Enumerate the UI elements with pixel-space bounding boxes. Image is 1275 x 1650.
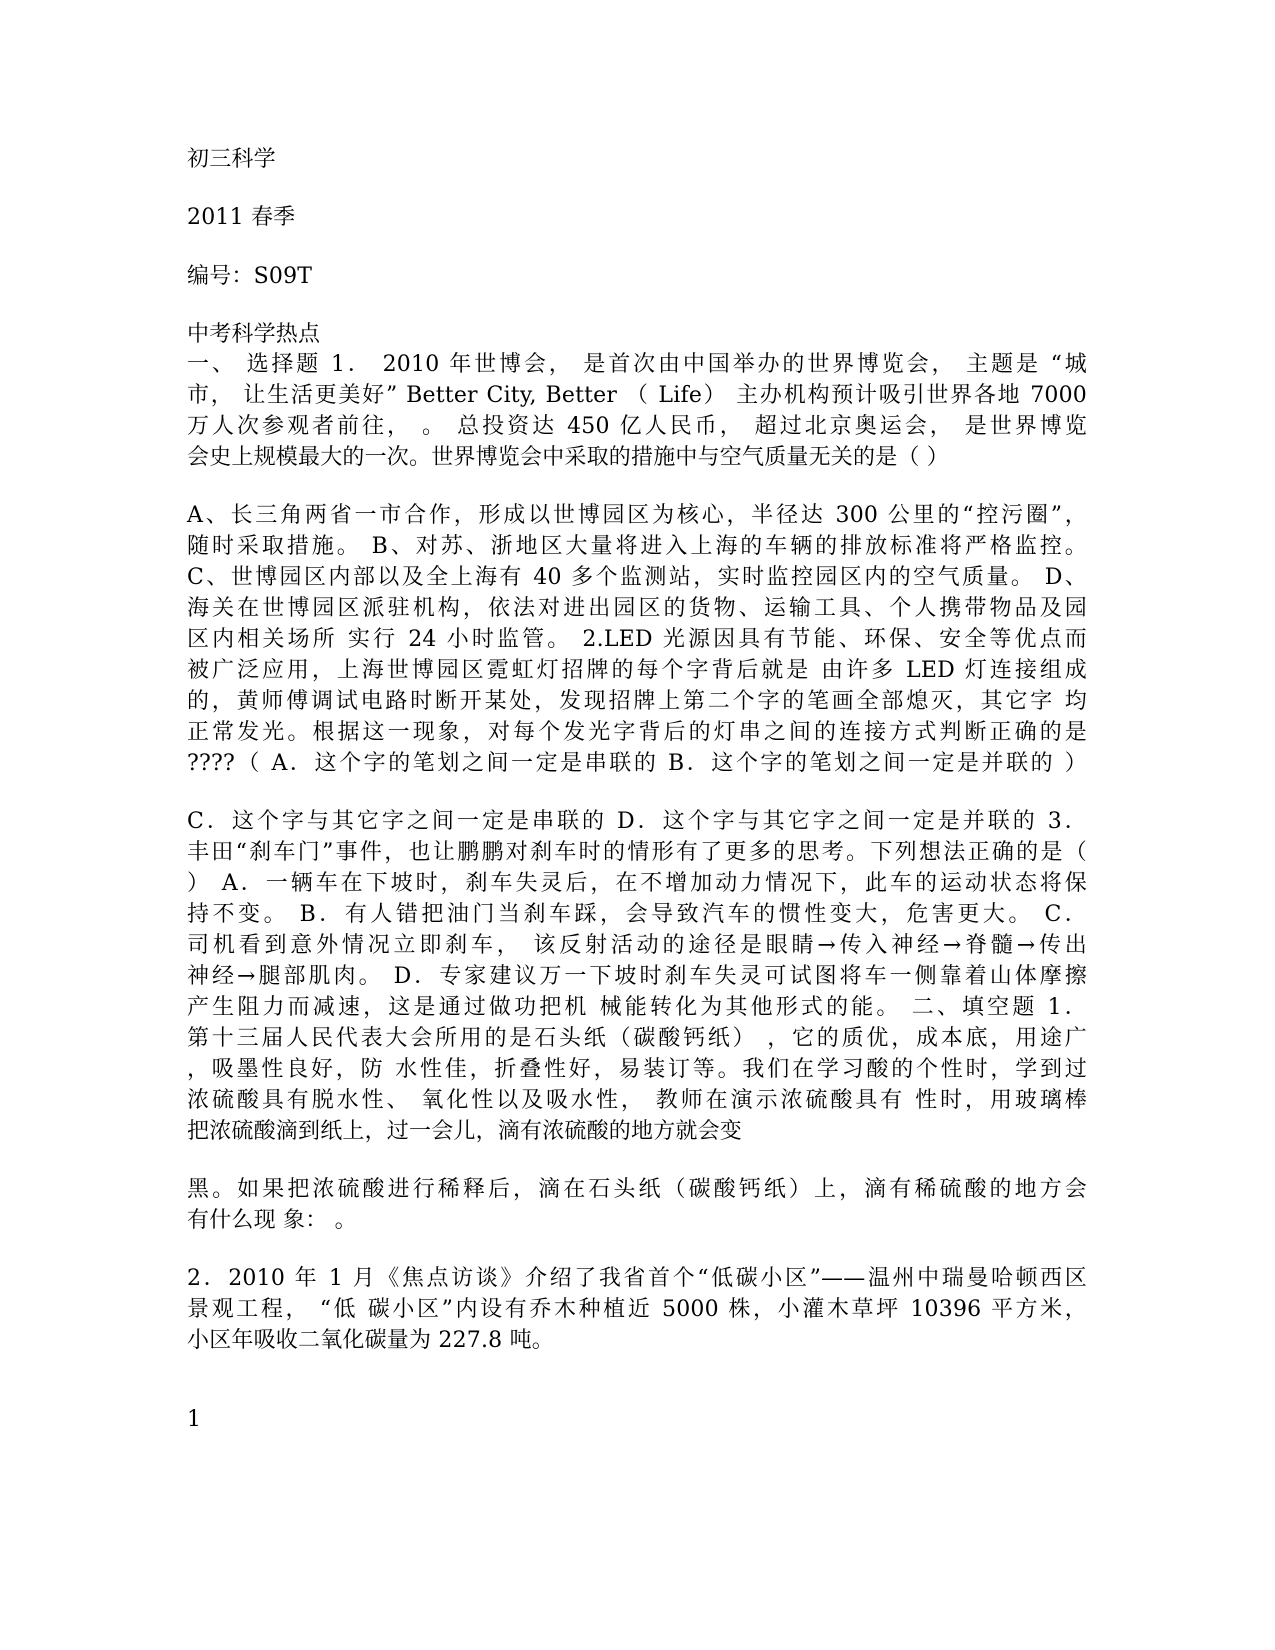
text-line: 正常发光。根据这一现象，对每个发光字背后的灯串之间的连接方式判断正确的是 <box>187 720 1087 745</box>
text-line: C、世博园区内部以及全上海有 40 多个监测站，实时监控园区内的空气质量。 D、 <box>187 565 1087 590</box>
text-line: 持不变。 B．有人错把油门当刹车踩，会导致汽车的惯性变大，危害更大。 C． <box>187 902 1087 927</box>
text-line: 海关在世博园区派驻机构，依法对进出园区的货物、运输工具、个人携带物品及园 <box>187 596 1087 621</box>
text-line: 丰田“刹车门”事件，也让鹏鹏对刹车时的情形有了更多的思考。下列想法正确的是（ <box>187 840 1087 865</box>
text-line: C．这个字与其它字之间一定是串联的 D．这个字与其它字之间一定是并联的 3． <box>187 809 1087 834</box>
term-label: 2011 春季 <box>187 205 296 230</box>
text-line: ） A．一辆车在下坡时，刹车失灵后，在不增加动力情况下，此车的运动状态将保 <box>187 871 1087 896</box>
text-line: 万人次参观者前往， 。 总投资达 450 亿人民币， 超过北京奥运会， 是世界博览 <box>187 414 1087 439</box>
text-line: A、长三角两省一市合作，形成以世博园区为核心，半径达 300 公里的“控污圈”， <box>187 503 1087 528</box>
text-line: 有什么现 象： 。 <box>187 1208 357 1233</box>
text-line: 会史上规模最大的一次。世界博览会中采取的措施中与空气质量无关的是（ ） <box>187 445 949 470</box>
text-line: 随时采取措施。 B、对苏、浙地区大量将进入上海的车辆的排放标准将严格监控。 <box>187 534 1087 559</box>
text-line: 2．2010 年 1 月《焦点访谈》介绍了我省首个“低碳小区”——温州中瑞曼哈顿西区 <box>187 1266 1087 1291</box>
text-line: ????（ A．这个字的笔划之间一定是串联的 B．这个字的笔划之间一定是并联的 ） <box>187 751 1087 776</box>
text-line: 第十三届人民代表大会所用的是石头纸（碳酸钙纸） ，它的质优，成本底，用途广 <box>187 1026 1087 1051</box>
text-line: 一、 选择题 1． 2010 年世博会， 是首次由中国举办的世界博览会， 主题是 “城 <box>187 352 1087 377</box>
text-line: 浓硫酸具有脱水性、 氧化性以及吸水性， 教师在演示浓硫酸具有 性时，用玻璃棒 <box>187 1088 1087 1113</box>
text-line: 司机看到意外情况立即刹车， 该反射活动的途径是眼睛→传入神经→脊髓→传出 <box>187 933 1087 958</box>
page-number: 1 <box>187 1407 201 1432</box>
subject-label: 初三科学 <box>187 147 276 172</box>
text-line: 小区年吸收二氧化碳量为 227.8 吨。 <box>187 1328 554 1353</box>
text-line: 区内相关场所 实行 24 小时监管。 2.LED 光源因具有节能、环保、安全等优点而 <box>187 627 1087 652</box>
code-label: 编号：S09T <box>187 264 313 289</box>
text-line: ，吸墨性良好，防 水性佳，折叠性好，易装订等。我们在学习酸的个性时，学到过 <box>187 1057 1087 1082</box>
text-line: 黑。如果把浓硫酸进行稀释后，滴在石头纸（碳酸钙纸）上，滴有稀硫酸的地方会 <box>187 1177 1087 1202</box>
text-line: 市， 让生活更美好” Better City, Better （ Life） 主办机构预计吸引世界各地 7000 <box>187 383 1087 408</box>
text-line: 产生阻力而减速，这是通过做功把机 械能转化为其他形式的能。 二、填空题 1． <box>187 995 1087 1020</box>
text-line: 把浓硫酸滴到纸上，过一会儿，滴有浓硫酸的地方就会变 <box>187 1119 743 1144</box>
text-line: 景观工程， “低 碳小区”内设有乔木种植近 5000 株，小灌木草坪 10396 平方米， <box>187 1297 1087 1322</box>
section-title: 中考科学热点 <box>187 322 321 347</box>
text-line: 神经→腿部肌肉。 D．专家建议万一下坡时刹车失灵可试图将车一侧靠着山体摩擦 <box>187 964 1087 989</box>
text-line: 被广泛应用，上海世博园区霓虹灯招牌的每个字背后就是 由许多 LED 灯连接组成 <box>187 658 1087 683</box>
text-line: 的，黄师傅调试电路时断开某处，发现招牌上第二个字的笔画全部熄灭，其它字 均 <box>187 689 1087 714</box>
